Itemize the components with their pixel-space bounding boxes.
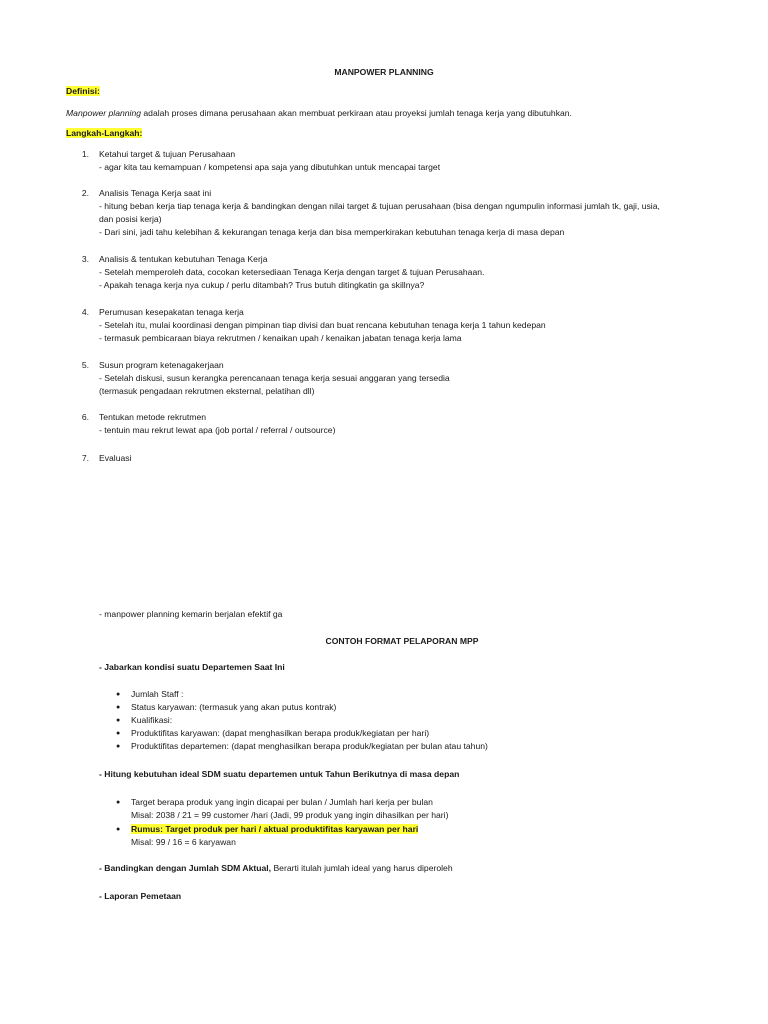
step-title: Analisis Tenaga Kerja saat ini	[99, 188, 212, 198]
list-item: Produktifitas karyawan: (dapat menghasilkan berapa produk/kegiatan per hari)	[131, 728, 430, 738]
step-line: - Dari sini, jadi tahu kelebihan & kekurangan tenaga kerja dan bisa memperkirakan kebutuhan tenaga kerja di masa depan	[99, 227, 565, 237]
bandingkan-bold: - Bandingkan dengan Jumlah SDM Aktual,	[99, 863, 272, 873]
bandingkan-text: Berarti itulah jumlah ideal yang harus diperoleh	[271, 863, 453, 873]
list-item: Jumlah Staff :	[131, 689, 184, 699]
definisi-heading	[66, 86, 100, 97]
step-title: Susun program ketenagakerjaan	[99, 360, 224, 370]
step-line: - tentuin mau rekrut lewat apa (job portal / referral / outsource)	[99, 425, 336, 435]
step-title: Perumusan kesepakatan tenaga kerja	[99, 307, 244, 317]
bullet-icon: ●	[116, 826, 121, 833]
list-item: Kualifikasi:	[131, 715, 173, 725]
step-title: Evaluasi	[99, 453, 132, 463]
step-line: - termasuk pembicaraan biaya rekrutmen / kenaikan upah / kenaikan jabatan tenaga kerja lama	[99, 333, 462, 343]
list-item: Target berapa produk yang ingin dicapai per bulan / Jumlah hari kerja per bulan	[131, 797, 433, 807]
bullet-icon: ●	[116, 743, 121, 750]
step-line: - agar kita tau kemampuan / kompetensi apa saja yang dibutuhkan untuk mencapai target	[99, 162, 441, 172]
rumus-text: Rumus: Target produk per hari / aktual produktifitas karyawan per hari	[131, 824, 419, 834]
list-item-highlight	[131, 824, 418, 835]
contoh-title: CONTOH FORMAT PELAPORAN MPP	[325, 636, 479, 646]
step-number: 4.	[81, 307, 89, 317]
page-title: MANPOWER PLANNING	[334, 67, 434, 77]
definisi-paragraph	[66, 108, 572, 119]
list-item: Status karyawan: (termasuk yang akan putus kontrak)	[131, 702, 337, 712]
step-line: dan posisi kerja)	[99, 214, 162, 224]
definisi-term: Manpower planning	[66, 108, 142, 118]
definisi-text: adalah proses dimana perusahaan akan membuat perkiraan atau proyeksi jumlah tenaga kerja yang dibutuhkan.	[141, 108, 572, 118]
definisi-heading-text: Definisi:	[66, 86, 100, 96]
step-line: - Setelah memperoleh data, cocokan ketersediaan Tenaga Kerja dengan target & tujuan Perusahaan.	[99, 267, 485, 277]
step-title: Tentukan metode rekrutmen	[99, 412, 207, 422]
evaluasi-note: - manpower planning kemarin berjalan efektif ga	[99, 609, 283, 619]
bullet-icon: ●	[116, 717, 121, 724]
bullet-icon: ●	[116, 691, 121, 698]
step-line: (termasuk pengadaan rekrutmen eksternal, pelatihan dll)	[99, 386, 315, 396]
step-line: - Setelah diskusi, susun kerangka perencanaan tenaga kerja sesuai anggaran yang tersedia	[99, 373, 450, 383]
step-number: 3.	[81, 254, 89, 264]
step-line: - Setelah itu, mulai koordinasi dengan pimpinan tiap divisi dan buat rencana kebutuhan tenaga kerja 1 tahun kedepan	[99, 320, 546, 330]
bullet-icon: ●	[116, 730, 121, 737]
step-number: 2.	[81, 188, 89, 198]
step-line: - Apakah tenaga kerja nya cukup / perlu ditambah? Trus butuh ditingkatin ga skillnya?	[99, 280, 425, 290]
step-number: 7.	[81, 453, 89, 463]
laporan-heading: - Laporan Pemetaan	[99, 891, 182, 901]
step-number: 1.	[81, 149, 89, 159]
step-title: Ketahui target & tujuan Perusahaan	[99, 149, 236, 159]
langkah-heading	[66, 128, 142, 139]
hitung-heading: - Hitung kebutuhan ideal SDM suatu departemen untuk Tahun Berikutnya di masa depan	[99, 769, 460, 779]
jabarkan-heading: - Jabarkan kondisi suatu Departemen Saat Ini	[99, 662, 285, 672]
langkah-heading-text: Langkah-Langkah:	[66, 128, 143, 138]
step-line: - hitung beban kerja tiap tenaga kerja & bandingkan dengan nilai target & tujuan perusahaan (bisa dengan ngumpulin informasi jumlah tk, gaji, usia,	[99, 201, 660, 211]
list-item-sub: Misal: 2038 / 21 = 99 customer /hari (Jadi, 99 produk yang ingin dihasilkan per hari)	[131, 810, 449, 820]
step-number: 6.	[81, 412, 89, 422]
bullet-icon: ●	[116, 704, 121, 711]
step-title: Analisis & tentukan kebutuhan Tenaga Kerja	[99, 254, 268, 264]
bandingkan-line	[99, 863, 453, 874]
bullet-icon: ●	[116, 799, 121, 806]
step-number: 5.	[81, 360, 89, 370]
list-item: Produktifitas departemen: (dapat menghasilkan berapa produk/kegiatan per bulan atau tahun)	[131, 741, 488, 751]
list-item-sub: Misal: 99 / 16 = 6 karyawan	[131, 837, 236, 847]
